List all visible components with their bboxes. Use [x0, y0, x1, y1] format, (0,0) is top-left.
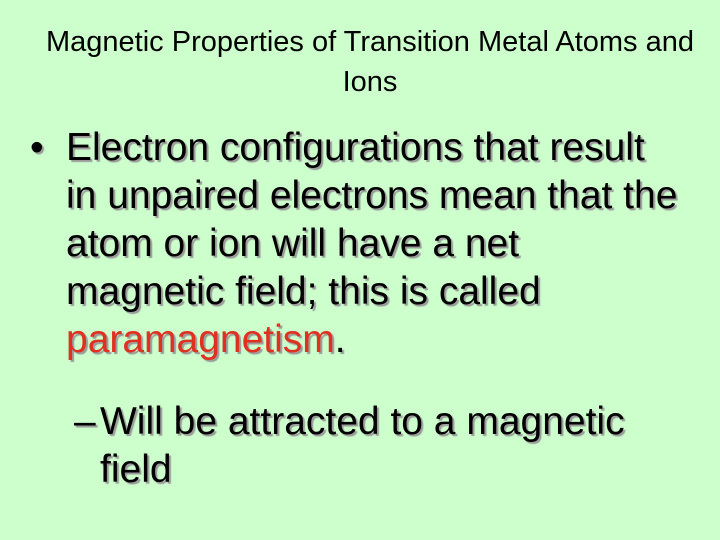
main-bullet-text-before: Electron configurations that result in unpaired electrons mean that the atom or ion will have a net magnetic field; this is called — [66, 126, 678, 313]
sub-bullet-marker: – — [74, 400, 96, 443]
main-bullet-text-after: . — [334, 318, 346, 361]
highlighted-term: paramagnetism — [66, 318, 335, 361]
main-bullet — [30, 124, 680, 364]
bullet-marker: • — [30, 126, 44, 169]
sub-bullet — [74, 398, 674, 494]
sub-bullet-text: Will be attracted to a magnetic field — [100, 400, 625, 491]
slide-title: Magnetic Properties of Transition Metal Atoms and Ions — [46, 26, 694, 98]
main-bullet-text — [30, 124, 680, 364]
